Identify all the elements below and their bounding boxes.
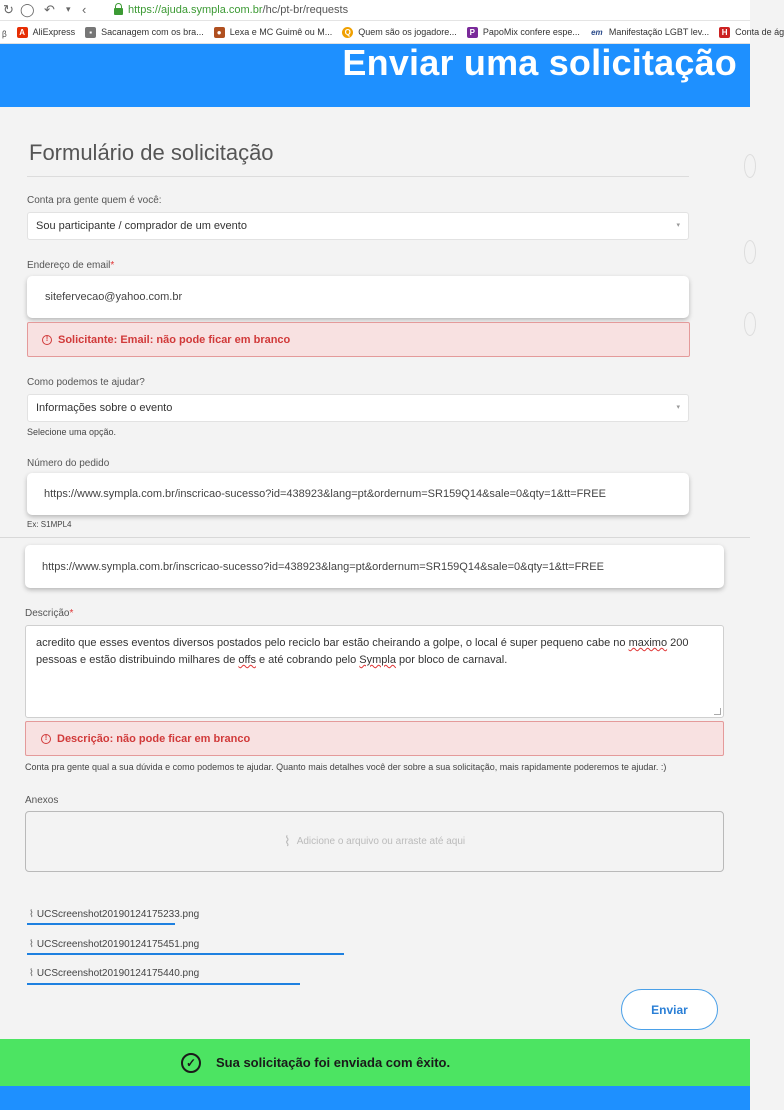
lock-icon bbox=[114, 8, 123, 15]
reload-circle-icon[interactable]: ◯ bbox=[20, 2, 35, 17]
success-toast bbox=[0, 1039, 750, 1086]
upload-progress-bar bbox=[27, 983, 300, 985]
bookmark-item[interactable] bbox=[342, 27, 457, 38]
description-text: acredito que esses eventos diversos postados pelo reciclo bar estão cheirando a golpe, o local é super pequeno cabe no bbox=[36, 637, 629, 649]
caret-icon: ▾ bbox=[676, 404, 680, 411]
who-label: Conta pra gente quem é você: bbox=[27, 195, 162, 206]
attachment-file[interactable] bbox=[29, 909, 199, 920]
chevron-down-icon[interactable]: ▾ bbox=[66, 4, 71, 14]
screenshot-split-line bbox=[0, 537, 750, 538]
paperclip-icon: ⌇ bbox=[29, 968, 34, 979]
order-field-value: https://www.sympla.com.br/inscricao-sucesso?id=438923&lang=pt&ordernum=SR159Q14&sale=0&qty=1&tt=FREE bbox=[42, 560, 604, 573]
caret-icon: ▾ bbox=[676, 222, 680, 229]
description-label bbox=[25, 608, 73, 619]
description-text: 200 pessoas e estão distribuindo milhares de bbox=[36, 637, 689, 666]
description-label-text: Descrição bbox=[25, 608, 70, 619]
bookmark-label: PapoMix confere espe... bbox=[482, 27, 580, 37]
bookmark-label: AliExpress bbox=[32, 27, 76, 37]
em-icon: em bbox=[591, 27, 603, 37]
order-field[interactable] bbox=[27, 473, 689, 515]
description-hint: Conta pra gente qual a sua dúvida e como podemos te ajudar. Quanto mais detalhes você der sobre a sua solicitação, mais rapidamente poderemos te ajudar. :) bbox=[25, 762, 667, 772]
bookmark-aliexpress[interactable] bbox=[17, 27, 76, 38]
site-icon: H bbox=[719, 27, 730, 38]
aliexpress-icon: A bbox=[17, 27, 28, 38]
order-field-duplicate[interactable] bbox=[25, 545, 724, 588]
misspelled-word: Sympla bbox=[359, 654, 396, 666]
help-select-value: Informações sobre o evento bbox=[36, 402, 173, 414]
success-message: Sua solicitação foi enviada com êxito. bbox=[216, 1055, 451, 1070]
misspelled-word: maximo bbox=[628, 637, 668, 649]
site-icon: ● bbox=[214, 27, 225, 38]
check-circle-icon: ✓ bbox=[181, 1053, 201, 1073]
order-hint: Ex: S1MPL4 bbox=[27, 520, 72, 529]
side-control[interactable] bbox=[744, 240, 756, 264]
misspelled-word: offs bbox=[238, 654, 256, 666]
address-bar[interactable] bbox=[114, 2, 348, 17]
bookmark-item[interactable] bbox=[214, 27, 333, 38]
help-label: Como podemos te ajudar? bbox=[27, 377, 145, 388]
bookmark-overflow-icon[interactable]: ᵦ bbox=[2, 25, 7, 39]
bookmark-label: Lexa e MC Guimê ou M... bbox=[229, 27, 333, 37]
alert-icon: ! bbox=[42, 335, 52, 345]
site-icon: P bbox=[467, 27, 478, 38]
refresh-icon[interactable]: ↻ bbox=[3, 2, 14, 17]
description-text: por bloco de carnaval. bbox=[395, 654, 508, 666]
side-control[interactable] bbox=[744, 312, 756, 336]
resize-handle[interactable] bbox=[714, 708, 721, 715]
who-select[interactable] bbox=[27, 212, 689, 240]
alert-icon: ! bbox=[41, 734, 51, 744]
upload-progress-bar bbox=[27, 923, 175, 925]
dropzone-text: Adicione o arquivo ou arraste até aqui bbox=[296, 836, 466, 847]
page-icon: ▪ bbox=[85, 27, 96, 38]
description-text: e até cobrando pelo bbox=[255, 654, 360, 666]
paperclip-icon: ⌇ bbox=[283, 833, 291, 849]
order-label: Número do pedido bbox=[27, 458, 110, 469]
description-error bbox=[25, 721, 724, 756]
help-hint: Selecione uma opção. bbox=[27, 427, 117, 437]
order-field-value: https://www.sympla.com.br/inscricao-sucesso?id=438923&lang=pt&ordernum=SR159Q14&sale=0&qty=1&tt=FREE bbox=[44, 488, 606, 500]
bookmark-label: Sacanagem com os bra... bbox=[101, 27, 204, 37]
bookmarks-bar bbox=[0, 21, 784, 44]
submit-button[interactable]: Enviar bbox=[621, 989, 718, 1030]
email-label bbox=[27, 260, 114, 271]
email-error bbox=[27, 322, 690, 357]
attachment-dropzone[interactable] bbox=[25, 811, 724, 872]
description-textarea[interactable] bbox=[25, 625, 724, 718]
bookmark-label: Manifestação LGBT lev... bbox=[608, 27, 710, 37]
email-label-text: Endereço de email bbox=[27, 260, 111, 271]
paperclip-icon: ⌇ bbox=[29, 909, 34, 920]
attachments-label: Anexos bbox=[25, 795, 59, 806]
url-path: /hc/pt-br/requests bbox=[262, 3, 349, 16]
email-error-text: Solicitante: Email: não pode ficar em branco bbox=[58, 333, 291, 346]
attachment-file-name: UCScreenshot20190124175440.png bbox=[36, 968, 200, 979]
bookmark-item[interactable] bbox=[719, 27, 784, 38]
side-control[interactable] bbox=[744, 154, 756, 178]
divider bbox=[27, 176, 689, 177]
email-field-value: sitefervecao@yahoo.com.br bbox=[45, 291, 183, 303]
bookmark-item[interactable] bbox=[590, 27, 709, 38]
description-error-text: Descrição: não pode ficar em branco bbox=[57, 732, 251, 745]
footer-bar bbox=[0, 1086, 750, 1110]
attachment-file[interactable] bbox=[29, 968, 199, 979]
browser-toolbar bbox=[0, 0, 750, 21]
bookmark-label: Conta de ág bbox=[735, 27, 784, 37]
url-host: https://ajuda.sympla.com.br bbox=[128, 3, 263, 16]
bookmark-item[interactable] bbox=[85, 27, 204, 38]
page-header bbox=[0, 44, 750, 107]
paperclip-icon: ⌇ bbox=[29, 939, 34, 950]
bookmark-item[interactable] bbox=[467, 27, 580, 38]
site-icon: Q bbox=[342, 27, 353, 38]
required-mark: * bbox=[69, 608, 74, 619]
who-select-value: Sou participante / comprador de um evento bbox=[36, 220, 247, 232]
email-field[interactable] bbox=[27, 276, 689, 318]
attachment-file-name: UCScreenshot20190124175451.png bbox=[36, 939, 200, 950]
required-mark: * bbox=[110, 260, 115, 271]
page-title: Enviar uma solicitação bbox=[342, 42, 737, 83]
back-history-icon[interactable]: ↶ bbox=[44, 2, 55, 17]
back-arrow-icon[interactable]: ‹ bbox=[82, 2, 87, 17]
help-select[interactable] bbox=[27, 394, 689, 422]
bookmark-label: Quem são os jogadore... bbox=[358, 27, 457, 37]
form-title: Formulário de solicitação bbox=[29, 140, 274, 165]
upload-progress-bar bbox=[27, 953, 344, 955]
attachment-file-name: UCScreenshot20190124175233.png bbox=[36, 909, 200, 920]
attachment-file[interactable] bbox=[29, 939, 199, 950]
